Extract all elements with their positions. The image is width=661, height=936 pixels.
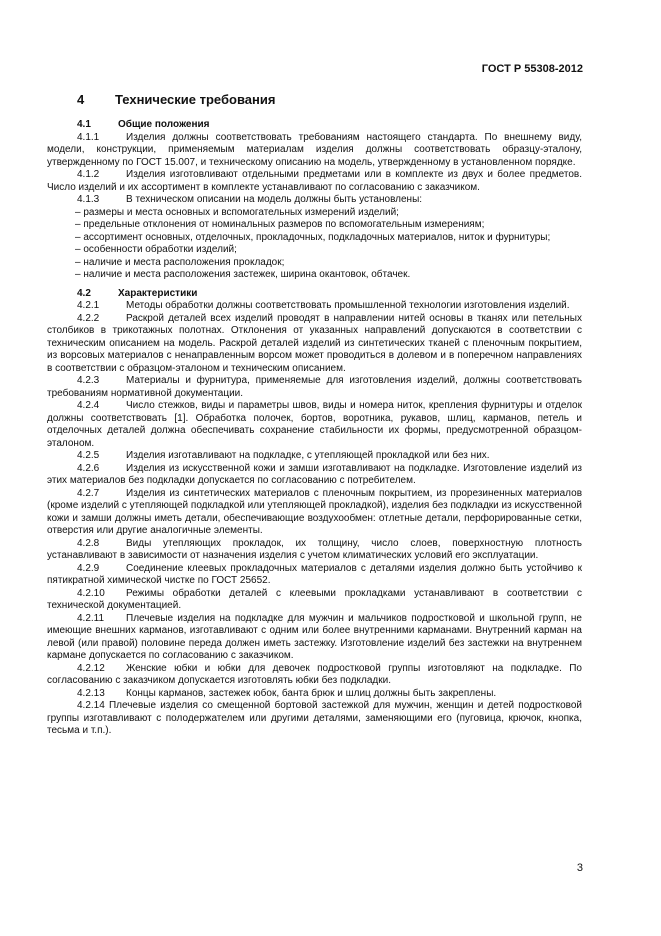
clause-number: 4.2.7 bbox=[77, 487, 100, 499]
paragraph-text: Виды утепляющих прокладок, их толщину, число слоев, поверхностную плотность устанавливают в зависимости от назначения изделия с учетом климатических условий его эксплуатации. bbox=[47, 537, 582, 561]
page-number: 3 bbox=[576, 862, 583, 874]
clause-number: 4.2.10 bbox=[77, 587, 105, 599]
clause-number: 4.2.2 bbox=[77, 312, 100, 324]
clause-number: 4.2.4 bbox=[77, 400, 100, 411]
paragraph bbox=[47, 688, 582, 701]
paragraph bbox=[47, 400, 582, 450]
clause-number: 4.2.12 bbox=[77, 662, 105, 674]
clause-number: 4.2.3 bbox=[77, 375, 100, 386]
paragraph-text: Материалы и фурнитура, применяемые для изготовления изделий, должны соответствовать требованиям нормативной документации. bbox=[47, 375, 582, 399]
clause-number: 4.1.3 bbox=[77, 194, 100, 205]
clause-number: 4.2.8 bbox=[77, 537, 100, 549]
subsection-heading bbox=[77, 288, 582, 301]
paragraph-text: Изделия должны соответствовать требованиям настоящего стандарта. По внешнему виду, модели, конструкции, применяемым материалам изделия должны соответствовать образцу-эталону, утвержденному по ГОСТ 15.007, и техническому описанию на модель, утвержденному в установленном порядке. bbox=[47, 131, 582, 168]
paragraph-text: Раскрой деталей всех изделий проводят в направлении нитей основы в тканях или петельных столбиков в трикотажных полотнах. Отклонения от указанных направлений допускаются в соответствии с техническим описанием на модель. Раскрой деталей изделий из синтетических тканей с пленочным покрытием, из ворсовых материалов с ненаправленным ворсом может проводиться в долевом и в поперечном направлениях в соответствии с образцом-эталоном и техническим описанием. bbox=[47, 312, 582, 374]
paragraph bbox=[47, 663, 582, 688]
paragraph bbox=[47, 300, 582, 313]
paragraph-text: Плечевые изделия на подкладке для мужчин и мальчиков подростковой и школьной групп, не имеющие внешних карманов, изготавливают с одним или более внутренними карманами. Внутренний карман на левой (или правой) половине переда должен иметь застежку. Изготовление изделий без застежки на внутреннем кармане допускается по согласованию с заказчиком. bbox=[47, 612, 582, 661]
subsection-number: 4.1 bbox=[77, 119, 91, 130]
paragraph-text: Изделия из искусственной кожи и замши изготавливают на подкладке. Изготовление изделий из этих материалов без подкладки допускается по согласованию с потребителем. bbox=[47, 462, 582, 486]
subsection-heading bbox=[77, 119, 582, 132]
paragraph-text: Изделия изготавливают на подкладке, с утепляющей прокладкой или без них. bbox=[126, 450, 490, 461]
standard-number: ГОСТ Р 55308-2012 bbox=[481, 63, 583, 75]
list-item: – размеры и места основных и вспомогательных измерений изделий; bbox=[75, 206, 399, 218]
section-title: Технические требования bbox=[115, 92, 276, 107]
paragraph bbox=[47, 450, 582, 463]
section-heading bbox=[77, 92, 275, 107]
document-body bbox=[47, 119, 582, 738]
list-item: – наличие и места расположения прокладок; bbox=[75, 256, 285, 268]
paragraph: 4.2.14 Плечевые изделия со смещенной бортовой застежкой для мужчин, женщин и детей подростковой группы изготавливают с полодержателем или другими деталями, заменяющими его (пуговица, крючок, кнопка, тесьма и т.п.). bbox=[47, 700, 582, 736]
paragraph bbox=[47, 588, 582, 613]
clause-number: 4.1.2 bbox=[77, 169, 100, 180]
paragraph-text: Число стежков, виды и параметры швов, виды и номера ниток, крепления фурнитуры и отделок должны соответствовать [1]. Обработка полочек, бортов, воротника, рукавов, шлиц, карманов, петель и отделочных деталей должна обеспечивать сохранение стабильности их формы, предусмотренной образцом-эталоном. bbox=[47, 400, 582, 449]
paragraph bbox=[47, 194, 582, 207]
section-number: 4 bbox=[77, 92, 85, 107]
paragraph bbox=[47, 563, 582, 588]
paragraph-text: Методы обработки должны соответствовать промышленной технологии изготовления изделий. bbox=[126, 300, 570, 311]
paragraph-text: Изделия изготовливают отдельными предметами или в комплекте из двух и более предметов. Число изделий и их ассортимент в комплекте устанавливают по согласованию с заказчиком. bbox=[47, 169, 582, 193]
paragraph bbox=[47, 375, 582, 400]
paragraph bbox=[47, 613, 582, 663]
paragraph bbox=[47, 538, 582, 563]
paragraph bbox=[47, 169, 582, 194]
list-item: – предельные отклонения от номинальных размеров по вспомогательным измерениям; bbox=[75, 219, 485, 230]
paragraph-text: В техническом описании на модель должны быть установлены: bbox=[126, 194, 423, 205]
paragraph-text: Концы карманов, застежек юбок, банта брюк и шлиц должны быть закреплены. bbox=[126, 687, 497, 699]
paragraph-text: Соединение клеевых прокладочных материалов с деталями изделия должно быть устойчиво к пятикратной химической чистке по ГОСТ 25652. bbox=[47, 562, 582, 586]
clause-number: 4.2.9 bbox=[77, 562, 100, 574]
clause-number: 4.1.1 bbox=[77, 131, 100, 143]
subsection-title: Общие положения bbox=[118, 119, 210, 130]
list-item: – особенности обработки изделий; bbox=[75, 244, 237, 255]
clause-number: 4.2.6 bbox=[77, 462, 100, 474]
paragraph bbox=[47, 132, 582, 170]
subsection-title: Характеристики bbox=[118, 287, 198, 299]
clause-number: 4.2.5 bbox=[77, 450, 100, 461]
paragraph bbox=[47, 313, 582, 376]
paragraph bbox=[47, 463, 582, 488]
paragraph-text: Женские юбки и юбки для девочек подростковой группы изготовляют на подкладке. По согласованию с заказчиком допускается изготовлять юбки без подкладки. bbox=[47, 662, 582, 686]
subsection-number: 4.2 bbox=[77, 287, 91, 299]
list-item: – наличие и места расположения застежек, ширина окантовок, обтачек. bbox=[75, 269, 411, 280]
clause-number: 4.2.11 bbox=[77, 612, 105, 624]
clause-number: 4.2.13 bbox=[77, 687, 105, 699]
paragraph-text: Режимы обработки деталей с клеевыми прокладками устанавливают в соответствии с технической документацией. bbox=[47, 587, 582, 611]
paragraph bbox=[47, 488, 582, 538]
clause-number: 4.2.1 bbox=[77, 300, 100, 311]
paragraph-text: Изделия из синтетических материалов с пленочным покрытием, из прорезиненных материалов (кроме изделий с утепляющей подкладкой или утепляющей прокладкой), изделия без подкладки из искусственной кожи и замши должны иметь детали, обеспечивающие воздухообмен: отлетные детали, перфорированные сетки, отверстия или другие аналогичные элементы. bbox=[47, 487, 582, 536]
list-item: – ассортимент основных, отделочных, прокладочных, подкладочных материалов, ниток и фурнитуры; bbox=[75, 231, 551, 243]
